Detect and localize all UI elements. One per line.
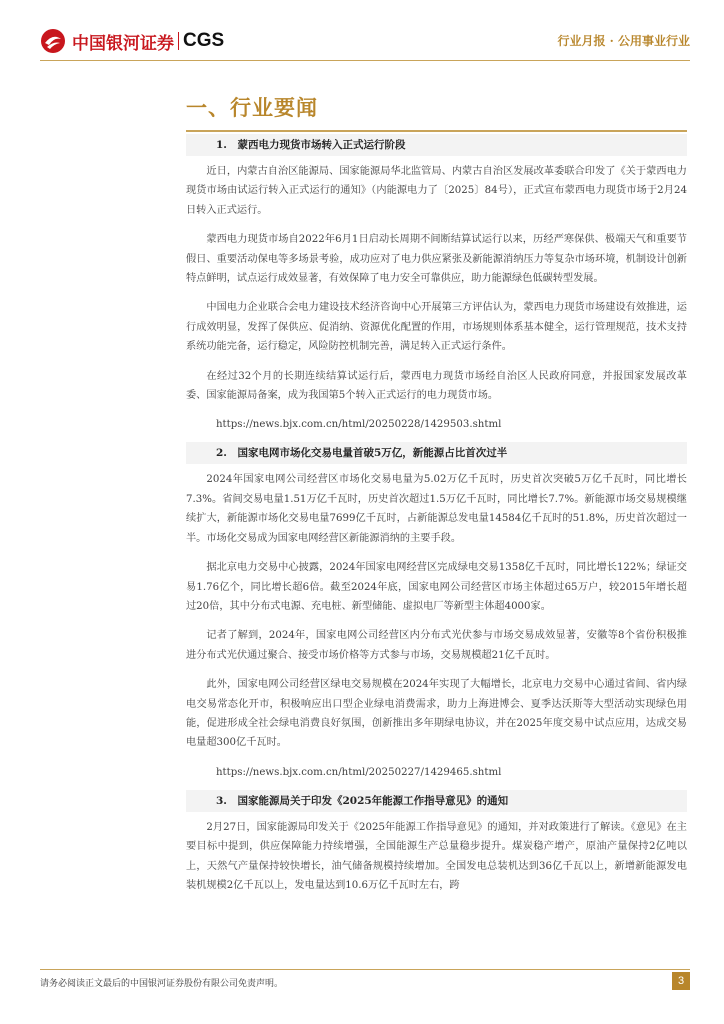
news-1-title: 1. 蒙西电力现货市场转入正式运行阶段 <box>186 134 687 156</box>
news-3-title: 3. 国家能源局关于印发《2025年能源工作指导意见》的通知 <box>186 790 687 812</box>
logo-divider <box>178 32 179 50</box>
news-1-paragraph-3: 中国电力企业联合会电力建设技术经济咨询中心开展第三方评估认为，蒙西电力现货市场建设有效推进，运行成效明显，发挥了保供应、促消纳、资源优化配置的作用，市场规则体系基本健全，运行管理规范，技术支持系统功能完备，运行稳定，风险防控机制完善，满足转入正式运行条件。 <box>186 302 687 353</box>
news-1-paragraph-4: 在经过32个月的长期连续结算试运行后，蒙西电力现货市场经自治区人民政府同意，并报国家发展改革委、国家能源局备案，成为我国第5个转入正式运行的电力现货市场。 <box>186 370 687 402</box>
news-3-paragraph-1: 2月27日，国家能源局印发关于《2025年能源工作指导意见》的通知，并对政策进行了解读。《意见》在主要目标中提到，供应保障能力持续增强，全国能源生产总量稳步提升。煤炭稳产增产，原油产量保持2亿吨以上，天然气产量保持较快增长，油气储备规模持续增加。全国发电总装机达到36亿千瓦以上，新增新能源发电装机规模2亿千瓦以上，发电量达到10.6万亿千瓦时左右，跨 <box>186 821 687 891</box>
news-content <box>186 134 687 905</box>
page-number: 3 <box>672 972 690 990</box>
news-1-source-link[interactable]: https://news.bjx.com.cn/html/20250228/1429503.shtml <box>216 419 502 431</box>
company-logo <box>40 26 224 56</box>
logo-chinese-name: 中国银河证券 <box>72 33 174 54</box>
news-1-paragraph-2: 蒙西电力现货市场自2022年6月1日启动长周期不间断结算试运行以来，历经严寒保供、极端天气和重要节假日、重要活动保电等多场景考验，成功应对了电力供应紧张及新能源消纳压力等复杂市场环境，机制设计创新特点鲜明，试点运行成效显著，有效保障了电力安全可靠供应，助力能源绿色低碳转型发展。 <box>186 234 687 285</box>
news-1-paragraph-1: 近日，内蒙古自治区能源局、国家能源局华北监管局、内蒙古自治区发展改革委联合印发了《关于蒙西电力现货市场由试运行转入正式运行的通知》（内能源电力了〔2025〕84号），正式宣布蒙西电力现货市场于2月24日转入正式运行。 <box>186 166 687 216</box>
footer-divider <box>40 969 690 970</box>
report-type-label: 行业月报 · 公用事业行业 <box>557 34 690 48</box>
section-title: 一、行业要闻 <box>186 95 318 120</box>
section-divider <box>186 130 687 132</box>
page-header <box>40 26 690 56</box>
news-2-title: 2. 国家电网市场化交易电量首破5万亿，新能源占比首次过半 <box>186 442 687 464</box>
news-2-paragraph-2: 据北京电力交易中心披露，2024年国家电网经营区完成绿电交易1358亿千瓦时，同比增长122%；绿证交易1.76亿个，同比增长超6倍。截至2024年底，国家电网公司经营区市场主体超过65万户，较2015年增长超过20倍，其中分布式电源、充电桩、新型储能、虚拟电厂等新型主体超4000家。 <box>186 562 687 612</box>
news-2-paragraph-3: 记者了解到，2024年，国家电网公司经营区内分布式光伏参与市场交易成效显著，安徽等8个省份积极推进分布式光伏通过聚合、接受市场价格等方式参与市场，交易规模超21亿千瓦时。 <box>186 630 687 661</box>
footer-disclaimer: 请务必阅读正文最后的中国银河证券股份有限公司免责声明。 <box>40 979 284 989</box>
news-2-paragraph-1: 2024年国家电网公司经营区市场化交易电量为5.02万亿千瓦时，历史首次突破5万亿千瓦时，同比增长7.3%。省间交易电量1.51万亿千瓦时，历史首次超过1.5万亿千瓦时，同比增长7.7%。新能源市场交易规模继续扩大，新能源市场化交易电量7699亿千瓦时，占新能源总发电量14584亿千瓦时的51.8%，历史首次超过一半。市场化交易成为国家电网经营区新能源消纳的主要手段。 <box>186 474 687 544</box>
logo-english-name: CGS <box>183 30 225 51</box>
galaxy-logo-icon <box>40 28 66 54</box>
news-2-source-link[interactable]: https://news.bjx.com.cn/html/20250227/1429465.shtml <box>216 766 502 778</box>
header-divider <box>40 60 690 61</box>
news-2-paragraph-4: 此外，国家电网公司经营区绿电交易规模在2024年实现了大幅增长，北京电力交易中心通过省间、省内绿电交易常态化开市，积极响应出口型企业绿电消费需求，助力上海进博会、夏季达沃斯等大型活动实现绿色用能，促进形成全社会绿电消费良好氛围，创新推出多年期绿电协议，并在2025年度交易中试点应用，达成交易电量超300亿千瓦时。 <box>186 679 687 749</box>
